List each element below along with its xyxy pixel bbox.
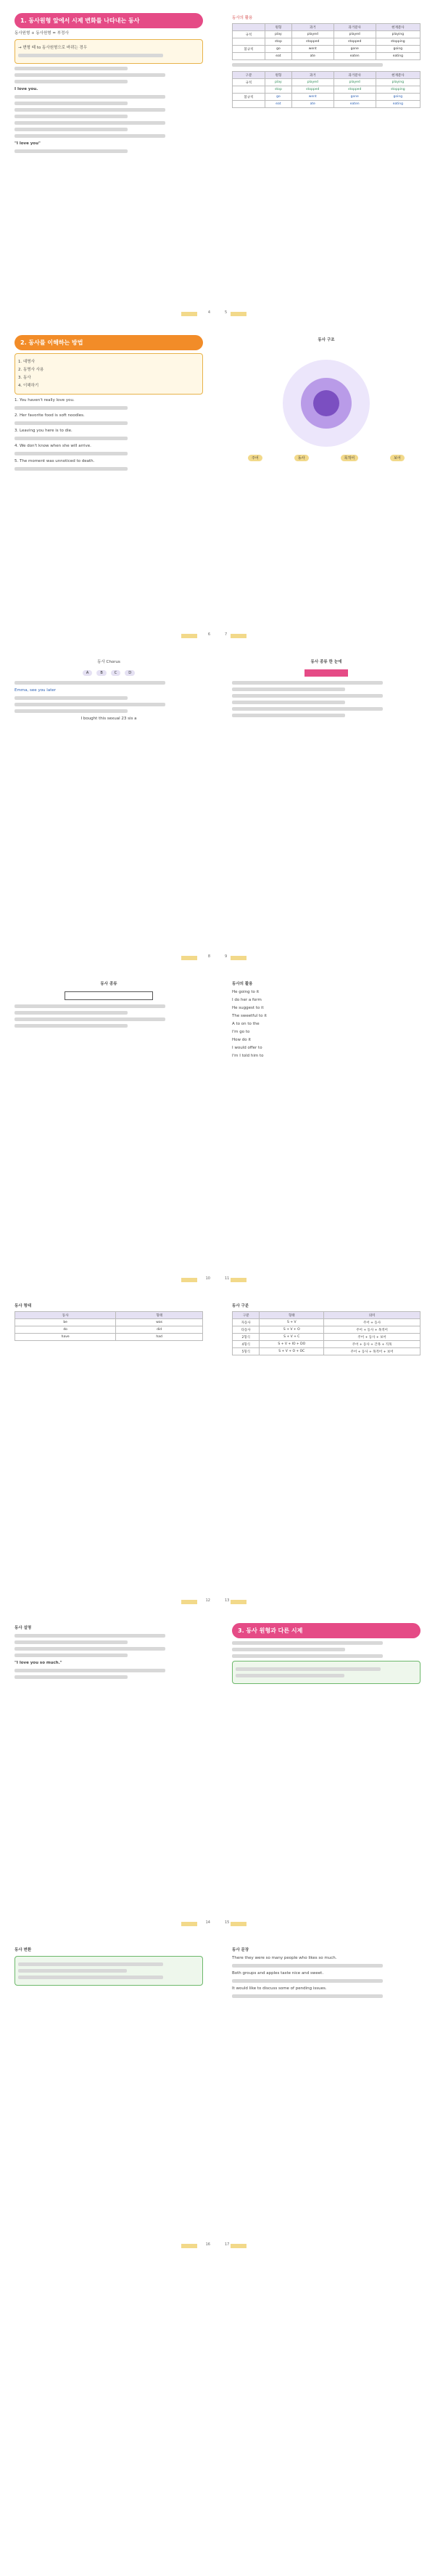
- page-title: 동사 구분: [232, 1304, 249, 1308]
- table-cell: 주어 + 동사: [324, 1319, 420, 1326]
- table-cell: stopping: [376, 38, 420, 46]
- table-cell: 주어 + 동사 + 보어: [324, 1334, 420, 1341]
- table-row: [233, 1348, 420, 1355]
- page-title: 동사 구조: [318, 338, 335, 342]
- table-row: [233, 1341, 420, 1348]
- sentence: There they were so many people who likes so much.: [232, 1956, 337, 1960]
- page-6: [218, 644, 435, 966]
- sentence-2: I bought this sexual 23 sis a: [80, 717, 137, 721]
- page-number: 9: [225, 954, 228, 959]
- table-cell: 타동사: [233, 1326, 260, 1334]
- conjugation-table-2: 구분 원형 과거 과거분사 현재분사 규칙 play played played playing stop stopped stopped stopping 불규칙 go went gone going eat ate eaten eating: [232, 71, 420, 108]
- sentence: A to on to the: [232, 1022, 260, 1026]
- page-13: [0, 1932, 218, 2254]
- table-row: [233, 38, 420, 46]
- page-7: [0, 966, 218, 1288]
- page-2: [218, 0, 435, 322]
- sentence-list: [232, 989, 420, 1059]
- table-cell: 불규칙: [233, 46, 265, 53]
- sentence: He going to it: [232, 990, 260, 994]
- table-header-cell: 구분: [233, 1312, 260, 1319]
- page-number: 5: [225, 310, 228, 315]
- table-row: [233, 31, 420, 38]
- page-title: 동사 문장: [232, 1948, 249, 1952]
- table-cell: 주어 + 동사 + 목적어 + 보어: [324, 1348, 420, 1355]
- table-cell: S + V + O: [260, 1326, 324, 1334]
- page-title: 동사 종류 한 눈에: [310, 660, 342, 664]
- table-header-cell: 형태: [260, 1312, 324, 1319]
- hint-box: [14, 39, 203, 64]
- table-cell: 5형식: [233, 1348, 260, 1355]
- page-title: 동사 형태: [14, 1304, 32, 1308]
- flow-label: 주어: [248, 455, 262, 461]
- sentence: The sweetful to it: [232, 1014, 267, 1018]
- page-number: 7: [225, 632, 228, 637]
- table-row: [233, 1326, 420, 1334]
- sentence: I do her a form: [232, 998, 262, 1002]
- example-1: 동사원형 + 동사원형 = 부정사: [14, 31, 69, 36]
- sentence-1: Emma, see you later: [14, 688, 56, 693]
- note-box: [232, 1661, 420, 1684]
- table-cell: played: [291, 31, 334, 38]
- page-title: 동사 Chorus: [97, 660, 120, 664]
- page-11: [0, 1610, 218, 1932]
- sentence: I would offer to: [232, 1046, 262, 1050]
- page-number: 15: [225, 1920, 230, 1925]
- flow-label: 보어: [390, 455, 405, 461]
- page-4: [218, 322, 435, 644]
- page-number: 14: [205, 1920, 210, 1925]
- sentence-pattern-table: [232, 1311, 420, 1355]
- page-8: [218, 966, 435, 1288]
- page-number: 13: [225, 1598, 230, 1603]
- table-cell: [233, 53, 265, 60]
- table-cell: play: [265, 31, 292, 38]
- example-3: "I love you": [14, 141, 41, 146]
- table-cell: stopped: [291, 38, 334, 46]
- table-cell: 주어 + 동사 + 목적어: [324, 1326, 420, 1334]
- page-title: 동사의 활용: [232, 16, 253, 20]
- page-14: [218, 1932, 435, 2254]
- page-number: 11: [225, 1276, 230, 1281]
- chorus-pills: A B C D: [14, 669, 203, 677]
- table-cell: eat: [265, 53, 292, 60]
- example-2: I love you.: [14, 87, 38, 91]
- table-row: [233, 1334, 420, 1341]
- table-header-cell: 과거분사: [334, 24, 376, 31]
- page-number: 17: [225, 2242, 230, 2247]
- table-cell: 주어 + 동사 + 간목 + 직목: [324, 1341, 420, 1348]
- table-cell: playing: [376, 31, 420, 38]
- sentence: It would like to discuss some of pending issues.: [232, 1986, 327, 1991]
- hint-text: → 변형 때 to 동사원형으로 바뀌는 경우: [18, 46, 88, 50]
- section-banner: 2. 동사를 이해하는 방법: [14, 335, 203, 350]
- table-row: [233, 46, 420, 53]
- sentence: 1. You haven't really love you.: [14, 398, 75, 402]
- table-header-cell: 과거: [291, 24, 334, 31]
- page-title: 동사 변환: [14, 1948, 32, 1952]
- page-9: [0, 1288, 218, 1610]
- quote: "I love you so much.": [14, 1661, 62, 1665]
- table-cell: 4형식: [233, 1341, 260, 1348]
- conjugation-table: [232, 23, 420, 60]
- checklist-item: 2. 동명사 사용: [18, 368, 44, 372]
- table-cell: ate: [291, 53, 334, 60]
- conversion-box: [14, 1956, 203, 1986]
- checklist-item: 1. 대명사: [18, 360, 35, 364]
- table-cell: go: [265, 46, 292, 53]
- sentence: He suggest to it: [232, 1006, 264, 1010]
- checklist-box: [14, 353, 203, 395]
- sentence: 4. We don't know when she will arrive.: [14, 444, 91, 448]
- page-title: 동사 설명: [14, 1626, 32, 1630]
- table-header-cell: 현재분사: [376, 24, 420, 31]
- table-cell: 규칙: [233, 31, 265, 38]
- venn-diagram: [232, 345, 420, 447]
- page-1: [0, 0, 218, 322]
- sentence-list: [232, 1955, 420, 1998]
- page-3: [0, 322, 218, 644]
- table-cell: gone: [334, 46, 376, 53]
- table-header-cell: 의미: [324, 1312, 420, 1319]
- checklist-item: 3. 동사: [18, 376, 31, 380]
- table-cell: S + V + IO + DO: [260, 1341, 324, 1348]
- page-10: [218, 1288, 435, 1610]
- table-cell: S + V: [260, 1319, 324, 1326]
- page-title: 동사 종류: [100, 982, 117, 986]
- sentence: 2. Her favorite food is soft noodles.: [14, 413, 85, 418]
- section-banner: 3. 동사 원형과 다른 시제: [232, 1623, 420, 1638]
- sentence: Both groups and apples taste nice and sweet.: [232, 1971, 324, 1976]
- table-cell: went: [291, 46, 334, 53]
- table-cell: going: [376, 46, 420, 53]
- table-cell: 자동사: [233, 1319, 260, 1326]
- verb-form-table: 동사 형태 be was do did have had: [14, 1311, 203, 1341]
- page-number: 16: [205, 2242, 210, 2247]
- sentence-list: [14, 397, 203, 471]
- sentence: I'm I told him to: [232, 1054, 264, 1058]
- page-number: 4: [207, 310, 210, 315]
- table-row: [233, 53, 420, 60]
- table-cell: S + V + O + OC: [260, 1348, 324, 1355]
- page-5: [0, 644, 218, 966]
- flow-label: 목적어: [341, 455, 359, 461]
- page-title: 동사의 활용: [232, 982, 253, 986]
- table-cell: 2형식: [233, 1334, 260, 1341]
- page-12: [218, 1610, 435, 1932]
- example-line: [14, 30, 203, 36]
- table-cell: played: [334, 31, 376, 38]
- flow-label: 동사: [294, 455, 309, 461]
- table-cell: stop: [265, 38, 292, 46]
- sentence: How do it: [232, 1038, 252, 1042]
- page-number: 8: [207, 954, 210, 959]
- sentence: 3. Leaving you here is to die.: [14, 429, 72, 433]
- page-number: 6: [207, 632, 210, 637]
- table-cell: stopped: [334, 38, 376, 46]
- table-cell: eaten: [334, 53, 376, 60]
- page-number: 12: [205, 1598, 210, 1603]
- section-banner: 1. 동사원형 앞에서 시제 변화를 나타내는 동사: [14, 13, 203, 28]
- table-cell: S + V + C: [260, 1334, 324, 1341]
- table-cell: eating: [376, 53, 420, 60]
- page-number: 10: [205, 1276, 210, 1281]
- checklist-item: 4. 이해하기: [18, 384, 39, 388]
- flow-labels: [232, 454, 420, 462]
- table-row: [233, 1319, 420, 1326]
- table-cell: [233, 38, 265, 46]
- sentence: 5. The moment was unnoticed to death.: [14, 459, 95, 463]
- sentence: I'm go to: [232, 1030, 250, 1034]
- table-header-cell: [233, 24, 265, 31]
- table-header-cell: 원형: [265, 24, 292, 31]
